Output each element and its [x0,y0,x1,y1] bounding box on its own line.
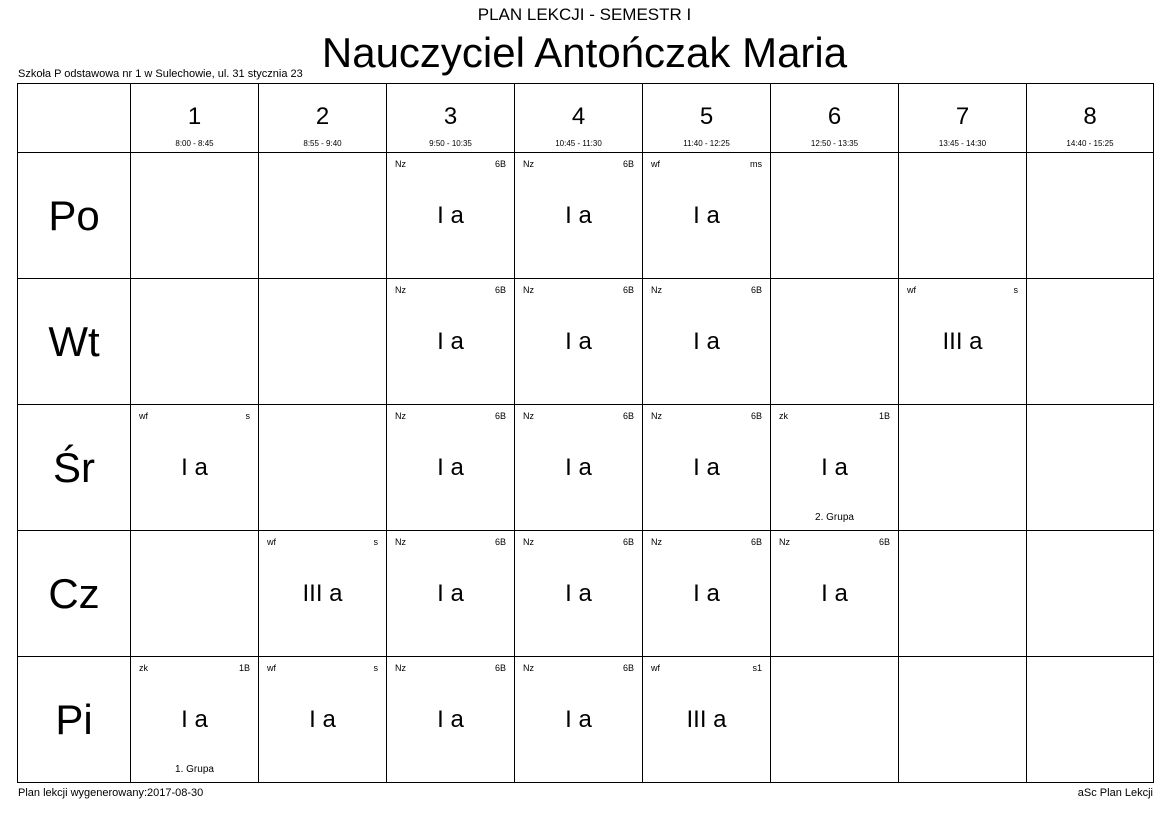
lesson-group: 2. Grupa [815,512,854,523]
lesson-subject: zk [139,663,148,673]
lesson-cell [387,405,515,531]
day-label-cell [18,657,131,783]
lesson-cell [131,405,259,531]
lesson-room: 6B [622,285,634,295]
lesson-room: 6B [494,285,506,295]
empty-cell [131,279,259,405]
lesson-cell [643,657,771,783]
lesson-cell [387,279,515,405]
lesson-class: I a [437,706,464,733]
period-time: 8:55 - 9:40 [303,139,342,148]
lesson-subject: Nz [395,537,406,547]
lesson-subject: Nz [523,411,534,421]
empty-cell [1027,405,1154,531]
period-header-cell [899,84,1027,153]
day-name: Śr [53,444,95,491]
period-header-cell [259,84,387,153]
day-name: Cz [48,570,100,617]
day-row [18,153,1154,279]
lesson-room: 6B [750,537,762,547]
lesson-class: I a [437,454,464,481]
lesson-class: I a [693,454,720,481]
period-header-cell [131,84,259,153]
day-label-cell [18,405,131,531]
lesson-subject: Nz [651,537,662,547]
day-row [18,279,1154,405]
lesson-room: s [245,411,250,421]
day-label-cell [18,153,131,279]
day-row [18,657,1154,783]
lesson-cell [771,405,899,531]
lesson-room: ms [750,159,762,169]
lesson-class: I a [181,454,208,481]
lesson-class: I a [821,454,848,481]
empty-cell [1027,531,1154,657]
day-label-cell [18,531,131,657]
empty-cell [899,657,1027,783]
lesson-subject: Nz [523,663,534,673]
lesson-subject: Nz [395,159,406,169]
empty-cell [131,153,259,279]
lesson-class: I a [693,328,720,355]
period-header-cell [643,84,771,153]
day-row [18,405,1154,531]
empty-cell [259,279,387,405]
lesson-cell [259,657,387,783]
lesson-class: I a [181,706,208,733]
school-address: Szkoła P odstawowa nr 1 w Sulechowie, ul. 31 stycznia 23 [18,68,303,80]
lesson-room: s1 [752,663,762,673]
period-time: 14:40 - 15:25 [1066,139,1114,148]
corner-cell [18,84,131,153]
lesson-class: I a [309,706,336,733]
period-time: 10:45 - 11:30 [555,139,602,148]
period-number: 1 [187,103,202,130]
lesson-cell [643,153,771,279]
period-number: 8 [1083,103,1097,130]
empty-cell [771,657,899,783]
period-number: 3 [443,103,458,130]
period-number: 4 [571,103,586,130]
lesson-class: I a [565,202,592,229]
lesson-room: 6B [494,537,506,547]
empty-cell [131,531,259,657]
lesson-subject: wf [267,537,276,547]
lesson-class: I a [565,706,592,733]
lesson-room: 6B [494,663,506,673]
lesson-subject: Nz [779,537,790,547]
empty-cell [259,153,387,279]
lesson-class: I a [565,454,592,481]
lesson-subject: zk [779,411,788,421]
lesson-class: I a [821,580,848,607]
lesson-cell [771,531,899,657]
period-time: 11:40 - 12:25 [683,139,730,148]
lesson-subject: wf [651,663,660,673]
software-credit: aSc Plan Lekcji [1077,787,1153,799]
lesson-cell [259,531,387,657]
lesson-subject: Nz [395,663,406,673]
lesson-room: 6B [494,411,506,421]
period-header-cell [771,84,899,153]
period-time: 13:45 - 14:30 [938,139,987,148]
lesson-subject: wf [139,411,148,421]
period-number: 2 [315,103,330,130]
period-header-cell [387,84,515,153]
lesson-cell [515,657,643,783]
lesson-subject: Nz [651,411,662,421]
lesson-room: 1B [878,411,890,421]
lesson-class: I a [565,580,592,607]
lesson-cell [515,531,643,657]
empty-cell [899,405,1027,531]
lesson-class: I a [437,580,464,607]
lesson-subject: Nz [523,537,534,547]
empty-cell [259,405,387,531]
lesson-subject: Nz [395,411,406,421]
empty-cell [899,531,1027,657]
lesson-room: s [373,537,378,547]
period-time: 8:00 - 8:45 [175,139,214,148]
lesson-cell [515,405,643,531]
lesson-subject: wf [267,663,276,673]
day-row [18,531,1154,657]
lesson-subject: Nz [651,285,662,295]
day-name: Wt [48,318,100,365]
lesson-room: 6B [622,537,634,547]
lesson-room: 6B [750,411,762,421]
lesson-subject: Nz [523,159,534,169]
lesson-cell [387,657,515,783]
lesson-group: 1. Grupa [175,764,214,775]
lesson-room: s [373,663,378,673]
empty-cell [771,153,899,279]
lesson-class: III a [686,706,727,733]
empty-cell [899,153,1027,279]
period-number: 6 [827,103,842,130]
lesson-cell [899,279,1027,405]
day-label-cell [18,279,131,405]
lesson-class: I a [565,328,592,355]
lesson-cell [643,405,771,531]
lesson-room: 6B [622,159,634,169]
page-title: Nauczyciel Antończak Maria [321,29,848,76]
lesson-room: 6B [494,159,506,169]
period-header-row [18,84,1154,153]
empty-cell [771,279,899,405]
generated-date: Plan lekcji wygenerowany:2017-08-30 [18,787,204,799]
period-number: 5 [699,103,714,130]
lesson-subject: Nz [523,285,534,295]
lesson-room: 6B [622,663,634,673]
lesson-class: I a [693,202,720,229]
lesson-room: 6B [878,537,890,547]
lesson-room: 6B [622,411,634,421]
lesson-cell [515,279,643,405]
empty-cell [1027,153,1154,279]
timetable-grid [17,83,1154,783]
period-time: 9:50 - 10:35 [429,139,472,148]
period-number: 7 [955,103,970,130]
lesson-class: I a [437,328,464,355]
period-time: 12:50 - 13:35 [810,139,859,148]
lesson-cell [643,279,771,405]
lesson-cell [387,153,515,279]
period-header-cell [515,84,643,153]
lesson-subject: wf [907,285,916,295]
lesson-class: I a [437,202,464,229]
period-header-cell [1027,84,1154,153]
empty-cell [1027,657,1154,783]
day-name: Po [48,192,100,239]
lesson-cell [643,531,771,657]
lesson-class: III a [302,580,343,607]
lesson-cell [515,153,643,279]
lesson-class: III a [942,328,983,355]
lesson-subject: wf [651,159,660,169]
lesson-class: I a [693,580,720,607]
plan-subtitle: PLAN LEKCJI - SEMESTR I [477,5,692,24]
lesson-subject: Nz [395,285,406,295]
day-name: Pi [55,696,93,743]
empty-cell [1027,279,1154,405]
lesson-room: 1B [238,663,250,673]
lesson-room: 6B [750,285,762,295]
lesson-cell [387,531,515,657]
lesson-cell [131,657,259,783]
lesson-room: s [1013,285,1018,295]
